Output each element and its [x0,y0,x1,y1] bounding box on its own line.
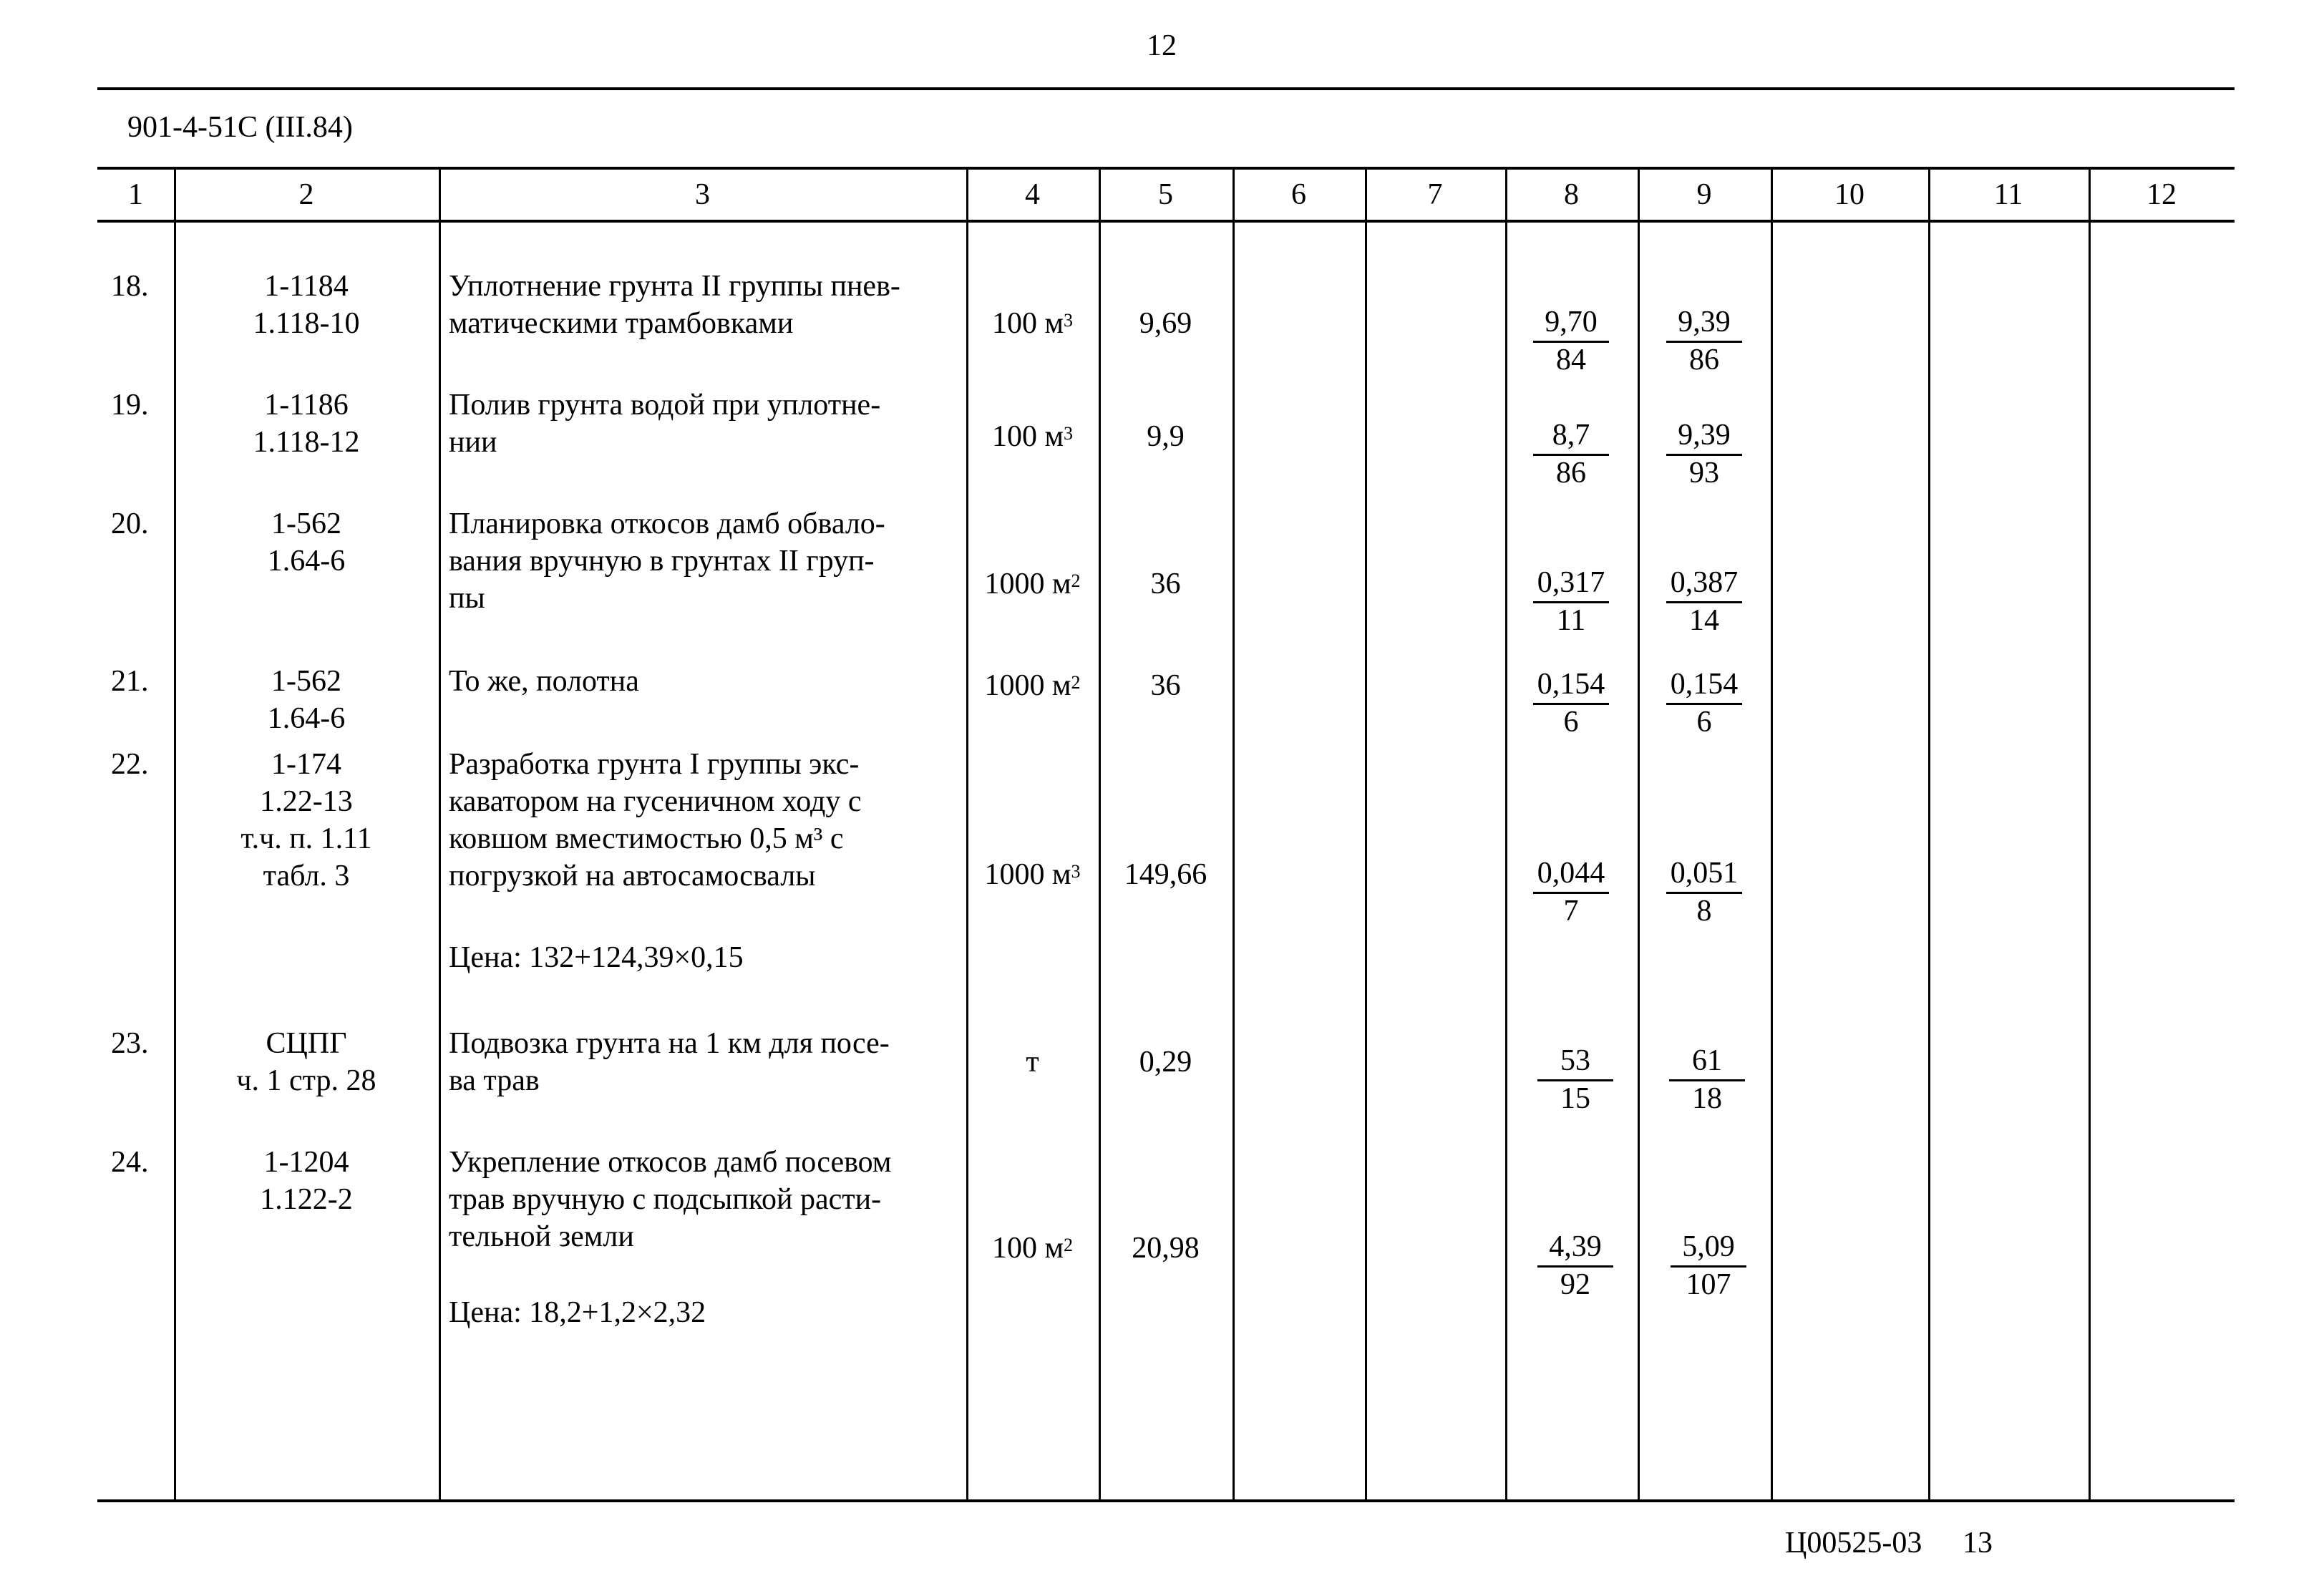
col-header-11: 11 [1993,178,2023,211]
document-code: 901-4-51С (III.84) [127,111,353,144]
row-quantity: 36 [1150,669,1181,702]
row-quantity: 9,69 [1139,307,1192,340]
desc-line: тельной земли [449,1220,634,1253]
ref-line: 1-1186 [264,389,349,422]
desc-line: Уплотнение грунта II группы пнев- [449,270,900,303]
row-number: 24. [111,1146,149,1179]
ref-line: 1.122-2 [260,1183,353,1216]
row-col8-fraction: $\frac{8,7}{86}$ [1517,418,1625,490]
row-ref [174,268,439,342]
col-header-5: 5 [1158,178,1173,211]
row-col9-fraction: $\frac{9,39}{93}$ [1650,418,1758,490]
row-number: 19. [111,389,149,422]
col-divider-6 [1365,167,1367,1502]
row-description [449,505,964,617]
row-col8-fraction: $\frac{4,39}{92}$ [1522,1230,1629,1302]
row-quantity: 20,98 [1132,1232,1200,1265]
desc-line: вания вручную в грунтах II груп- [449,545,875,578]
row-number: 18. [111,270,149,303]
row-ref [174,1144,439,1218]
row-col9-fraction: $\frac{0,154}{6}$ [1650,667,1758,739]
row-unit: 1000 $м^2$ [984,568,1081,600]
desc-line: каватором на гусеничном ходу с [449,785,862,818]
ref-line: СЦПГ [266,1027,347,1060]
row-col9-fraction: $\frac{0,387}{14}$ [1650,565,1758,638]
desc-line: матическими трамбовками [449,307,794,340]
ref-line: 1.64-6 [267,545,346,578]
col-header-7: 7 [1427,178,1443,211]
row-col8-fraction: $\frac{0,044}{7}$ [1517,856,1625,928]
row-description [449,1025,964,1099]
header-bottom-rule [97,220,2235,223]
row-ref [174,663,439,737]
row-description [449,746,964,895]
row-col9-fraction: $\frac{61}{18}$ [1653,1044,1761,1116]
row-unit: 100 $м^3$ [991,420,1074,453]
ref-line: 1.22-13 [260,785,353,818]
ref-line: 1.118-10 [253,307,360,340]
col-divider-7 [1505,167,1507,1502]
row-ref [174,505,439,580]
footer-page-number: 13 [1963,1527,1993,1560]
table-bottom-rule [97,1499,2235,1502]
col-header-3: 3 [695,178,710,211]
desc-line: То же, полотна [449,665,639,698]
desc-line: Разработка грунта I группы экс- [449,748,860,781]
row-ref [174,746,439,895]
row-col8-fraction: $\frac{9,70}{84}$ [1517,305,1625,377]
row-col8-fraction: $\frac{53}{15}$ [1522,1044,1629,1116]
col-header-12: 12 [2146,178,2177,211]
col-header-8: 8 [1564,178,1579,211]
ref-line: 1.118-12 [253,426,360,459]
row-description [449,386,964,461]
col-divider-2 [439,167,441,1502]
footer-code: Ц00525-03 [1785,1527,1922,1560]
row-price-note: Цена: 18,2+1,2×2,32 [449,1296,706,1329]
row-number: 21. [111,665,149,698]
row-col9-fraction: $\frac{0,051}{8}$ [1650,856,1758,928]
ref-line: 1-562 [271,665,341,698]
col-divider-10 [1928,167,1930,1502]
page-number-top: 12 [1147,29,1177,62]
desc-line: трав вручную с подсыпкой расти- [449,1183,882,1216]
row-unit: т [1026,1046,1039,1079]
row-ref [174,1025,439,1099]
ref-line: табл. 3 [263,860,350,892]
ref-line: 1-1184 [264,270,349,303]
col-divider-8 [1638,167,1640,1502]
col-header-2: 2 [298,178,314,211]
col-header-1: 1 [128,178,143,211]
row-number: 22. [111,748,149,781]
col-divider-5 [1233,167,1235,1502]
desc-line: ва трав [449,1064,540,1097]
desc-line: Подвозка грунта на 1 км для посе- [449,1027,890,1060]
row-unit: 100 $м^2$ [991,1232,1074,1265]
row-description [449,663,964,700]
ref-line: 1-1204 [263,1146,349,1179]
ref-line: т.ч. п. 1.11 [240,822,372,855]
desc-line: пы [449,582,485,615]
row-col9-fraction: $\frac{5,09}{107}$ [1655,1230,1762,1302]
ref-line: 1-174 [271,748,341,781]
col-divider-11 [2089,167,2091,1502]
row-unit: 100 $м^3$ [991,307,1074,340]
ref-line: 1.64-6 [267,702,346,735]
row-number: 20. [111,507,149,540]
desc-line: Полив грунта водой при уплотне- [449,389,881,422]
desc-line: Планировка откосов дамб обвало- [449,507,885,540]
row-col8-fraction: $\frac{0,154}{6}$ [1517,667,1625,739]
row-description [449,1144,964,1255]
row-quantity: 36 [1150,568,1181,600]
row-col9-fraction: $\frac{9,39}{86}$ [1650,305,1758,377]
row-quantity: 9,9 [1147,420,1185,453]
top-rule [97,87,2235,90]
desc-line: ковшом вместимостью 0,5 м³ с [449,822,844,855]
col-divider-9 [1771,167,1773,1502]
col-header-6: 6 [1291,178,1306,211]
desc-line: погрузкой на автосамосвалы [449,860,816,892]
col-divider-4 [1099,167,1101,1502]
row-price-note: Цена: 132+124,39×0,15 [449,941,744,974]
row-quantity: 0,29 [1139,1046,1192,1079]
col-header-9: 9 [1696,178,1712,211]
col-divider-3 [966,167,968,1502]
row-unit: 1000 $м^2$ [984,669,1081,702]
desc-line: нии [449,426,497,459]
row-unit: 1000 $м^3$ [984,858,1081,891]
row-ref [174,386,439,461]
header-top-rule [97,167,2235,170]
row-description [449,268,964,342]
col-header-4: 4 [1025,178,1040,211]
row-quantity: 149,66 [1124,858,1207,891]
row-col8-fraction: $\frac{0,317}{11}$ [1517,565,1625,638]
ref-line: 1-562 [271,507,341,540]
desc-line: Укрепление откосов дамб посевом [449,1146,892,1179]
ref-line: ч. 1 стр. 28 [236,1064,376,1097]
row-number: 23. [111,1027,149,1060]
col-header-10: 10 [1834,178,1864,211]
